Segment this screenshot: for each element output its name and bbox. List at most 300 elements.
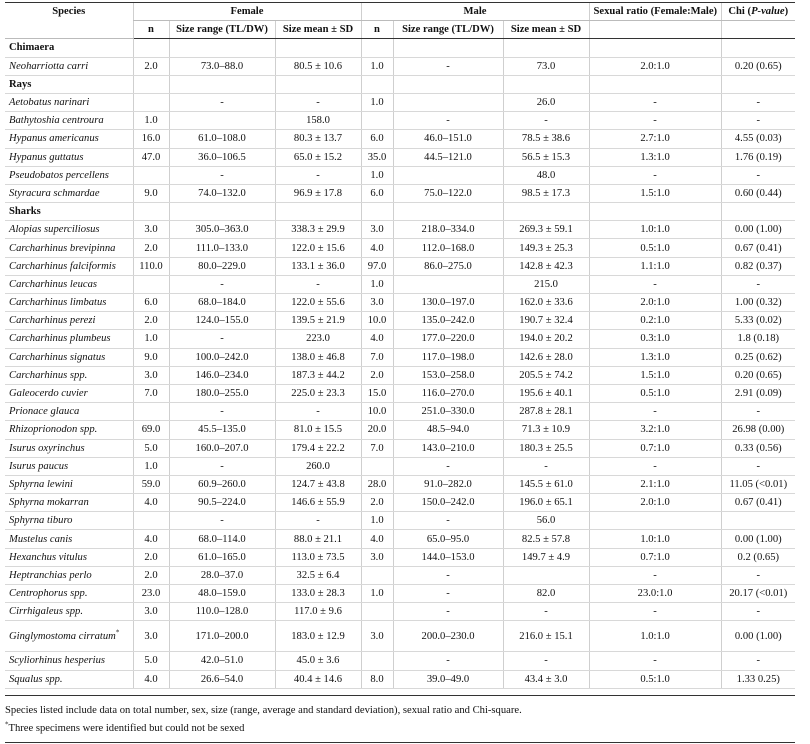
male-n-cell: 1.0 bbox=[361, 93, 393, 111]
male-n-cell: 6.0 bbox=[361, 184, 393, 202]
table-row bbox=[5, 494, 795, 512]
female-n-cell bbox=[133, 512, 169, 530]
species-name: Hypanus americanus bbox=[9, 133, 99, 145]
sex-ratio-subheader bbox=[589, 21, 721, 39]
species-cell bbox=[5, 475, 133, 493]
female-size-range-cell: 111.0–133.0 bbox=[169, 239, 275, 257]
sex-ratio-cell: - bbox=[589, 403, 721, 421]
species-name: Mustelus canis bbox=[9, 533, 73, 545]
male-size-range-cell: 153.0–258.0 bbox=[393, 366, 503, 384]
female-size-mean-cell: - bbox=[275, 275, 361, 293]
species-name: Carcharhinus signatus bbox=[9, 351, 106, 363]
female-n-cell: 3.0 bbox=[133, 366, 169, 384]
species-cell bbox=[5, 239, 133, 257]
female-size-range-cell: 180.0–255.0 bbox=[169, 384, 275, 402]
table-row bbox=[5, 603, 795, 621]
female-n-cell: 2.0 bbox=[133, 566, 169, 584]
chi-value-cell: - bbox=[721, 652, 795, 670]
sex-ratio-cell: 1.0:1.0 bbox=[589, 221, 721, 239]
species-name: Galeocerdo cuvier bbox=[9, 388, 88, 400]
female-size-mean-cell: 138.0 ± 46.8 bbox=[275, 348, 361, 366]
male-size-range-cell: - bbox=[393, 566, 503, 584]
table-row bbox=[5, 439, 795, 457]
sex-ratio-cell: 2.7:1.0 bbox=[589, 130, 721, 148]
female-n-cell: 1.0 bbox=[133, 330, 169, 348]
male-n-cell: 7.0 bbox=[361, 348, 393, 366]
sex-ratio-cell: - bbox=[589, 652, 721, 670]
species-name: Carcharhinus plumbeus bbox=[9, 333, 111, 345]
species-cell bbox=[5, 494, 133, 512]
sex-ratio-cell: 1.0:1.0 bbox=[589, 530, 721, 548]
sex-ratio-cell: 3.2:1.0 bbox=[589, 421, 721, 439]
female-n-cell: 9.0 bbox=[133, 348, 169, 366]
female-n-cell bbox=[133, 275, 169, 293]
male-size-range-cell: - bbox=[393, 512, 503, 530]
chi-value-cell: 0.20 (0.65) bbox=[721, 366, 795, 384]
male-size-mean-cell: 149.3 ± 25.3 bbox=[503, 239, 589, 257]
sex-ratio-cell: 1.5:1.0 bbox=[589, 184, 721, 202]
sex-ratio-cell: 1.0:1.0 bbox=[589, 621, 721, 652]
male-size-mean-cell: 78.5 ± 38.6 bbox=[503, 130, 589, 148]
female-size-range-cell: 61.0–165.0 bbox=[169, 548, 275, 566]
species-name: Alopias superciliosus bbox=[9, 224, 100, 236]
male-n-cell: 15.0 bbox=[361, 384, 393, 402]
species-name: Scyliorhinus hesperius bbox=[9, 655, 106, 667]
male-size-mean-cell: 190.7 ± 32.4 bbox=[503, 312, 589, 330]
chi-value-cell bbox=[721, 512, 795, 530]
female-size-range-cell: 60.9–260.0 bbox=[169, 475, 275, 493]
male-n-cell bbox=[361, 566, 393, 584]
species-cell bbox=[5, 221, 133, 239]
female-size-range-cell: - bbox=[169, 403, 275, 421]
table-row bbox=[5, 312, 795, 330]
male-size-range-cell bbox=[393, 166, 503, 184]
male-size-range-cell: 46.0–151.0 bbox=[393, 130, 503, 148]
male-n-cell: 35.0 bbox=[361, 148, 393, 166]
species-name: Cirrhigaleus spp. bbox=[9, 606, 83, 618]
species-name: Carcharhinus limbatus bbox=[9, 297, 107, 309]
footnote-marker: * bbox=[5, 720, 9, 729]
table-row bbox=[5, 384, 795, 402]
chi-value-cell: 0.00 (1.00) bbox=[721, 621, 795, 652]
group-spacer-cell bbox=[721, 203, 795, 221]
male-size-mean-cell: 180.3 ± 25.5 bbox=[503, 439, 589, 457]
female-size-mean-cell: 133.1 ± 36.0 bbox=[275, 257, 361, 275]
group-row bbox=[5, 75, 795, 93]
chi-value-cell: 0.2 (0.65) bbox=[721, 548, 795, 566]
table-row bbox=[5, 148, 795, 166]
table-row bbox=[5, 652, 795, 670]
male-size-mean-cell: 287.8 ± 28.1 bbox=[503, 403, 589, 421]
group-spacer-cell bbox=[275, 75, 361, 93]
female-size-range-cell: 90.5–224.0 bbox=[169, 494, 275, 512]
male-size-mean-cell: - bbox=[503, 112, 589, 130]
table-row bbox=[5, 585, 795, 603]
species-cell bbox=[5, 112, 133, 130]
male-n-cell: 4.0 bbox=[361, 239, 393, 257]
chi-value-cell: - bbox=[721, 112, 795, 130]
group-spacer-cell bbox=[393, 203, 503, 221]
female-n-cell: 7.0 bbox=[133, 384, 169, 402]
species-cell bbox=[5, 57, 133, 75]
male-size-range-cell: 135.0–242.0 bbox=[393, 312, 503, 330]
species-cell bbox=[5, 457, 133, 475]
chi-value-cell: - bbox=[721, 275, 795, 293]
sex-ratio-cell: 2.1:1.0 bbox=[589, 475, 721, 493]
male-size-range-cell: 177.0–220.0 bbox=[393, 330, 503, 348]
female-size-mean-cell: 183.0 ± 12.9 bbox=[275, 621, 361, 652]
species-cell bbox=[5, 512, 133, 530]
female-size-range-cell: 80.0–229.0 bbox=[169, 257, 275, 275]
species-name: Aetobatus narinari bbox=[9, 97, 90, 109]
header-row-primary bbox=[5, 3, 795, 21]
female-n-cell: 2.0 bbox=[133, 239, 169, 257]
female-size-range-cell: 73.0–88.0 bbox=[169, 57, 275, 75]
male-n-cell: 6.0 bbox=[361, 130, 393, 148]
species-name: Isurus oxyrinchus bbox=[9, 442, 85, 454]
male-size-range-cell: 116.0–270.0 bbox=[393, 384, 503, 402]
female-size-range-cell bbox=[169, 112, 275, 130]
sex-ratio-cell: 2.0:1.0 bbox=[589, 494, 721, 512]
female-size-mean-cell: 32.5 ± 6.4 bbox=[275, 566, 361, 584]
sex-ratio-cell: - bbox=[589, 93, 721, 111]
female-size-range-cell: 45.5–135.0 bbox=[169, 421, 275, 439]
chi-value-cell: 0.00 (1.00) bbox=[721, 221, 795, 239]
female-size-range-cell: 68.0–114.0 bbox=[169, 530, 275, 548]
chi-value-cell: 20.17 (<0.01) bbox=[721, 585, 795, 603]
bottom-rule bbox=[5, 742, 795, 743]
female-n-cell: 6.0 bbox=[133, 294, 169, 312]
sex-ratio-cell: - bbox=[589, 275, 721, 293]
chi-value-cell: 4.55 (0.03) bbox=[721, 130, 795, 148]
male-n-cell: 1.0 bbox=[361, 585, 393, 603]
female-size-range-cell: 305.0–363.0 bbox=[169, 221, 275, 239]
footnote-description: Species listed include data on total number, sex, size (range, average and standard deviation), sexual ratio and Chi-square. bbox=[5, 704, 522, 716]
species-cell bbox=[5, 585, 133, 603]
sex-ratio-cell: 0.3:1.0 bbox=[589, 330, 721, 348]
sex-ratio-cell: 1.5:1.0 bbox=[589, 366, 721, 384]
female-n-cell: 59.0 bbox=[133, 475, 169, 493]
group-spacer-cell bbox=[361, 39, 393, 57]
table-row bbox=[5, 330, 795, 348]
female-size-range-cell: 74.0–132.0 bbox=[169, 184, 275, 202]
male-size-range-cell: 117.0–198.0 bbox=[393, 348, 503, 366]
chi-value-cell: 0.82 (0.37) bbox=[721, 257, 795, 275]
male-size-mean-cell: 82.0 bbox=[503, 585, 589, 603]
species-cell bbox=[5, 530, 133, 548]
female-size-mean-cell: 88.0 ± 21.1 bbox=[275, 530, 361, 548]
species-cell bbox=[5, 548, 133, 566]
table-row bbox=[5, 457, 795, 475]
female-n-cell: 110.0 bbox=[133, 257, 169, 275]
female-size-mean-header: Size mean ± SD bbox=[275, 21, 361, 39]
chi-value-cell: - bbox=[721, 603, 795, 621]
female-n-cell: 47.0 bbox=[133, 148, 169, 166]
chi-value-cell: 11.05 (<0.01) bbox=[721, 475, 795, 493]
male-size-mean-cell bbox=[503, 566, 589, 584]
sex-ratio-cell: 1.3:1.0 bbox=[589, 348, 721, 366]
female-n-cell: 23.0 bbox=[133, 585, 169, 603]
sex-ratio-cell: - bbox=[589, 457, 721, 475]
sex-ratio-cell: 1.1:1.0 bbox=[589, 257, 721, 275]
group-spacer-cell bbox=[361, 75, 393, 93]
sex-ratio-cell: - bbox=[589, 112, 721, 130]
group-spacer-cell bbox=[361, 203, 393, 221]
species-name: Sphyrna lewini bbox=[9, 478, 73, 490]
species-cell bbox=[5, 403, 133, 421]
species-cell bbox=[5, 257, 133, 275]
species-name: Rhizoprionodon spp. bbox=[9, 424, 98, 436]
female-size-range-cell: - bbox=[169, 457, 275, 475]
table-row bbox=[5, 670, 795, 688]
species-cell bbox=[5, 566, 133, 584]
species-cell bbox=[5, 421, 133, 439]
group-spacer-cell bbox=[589, 39, 721, 57]
male-n-cell: 1.0 bbox=[361, 275, 393, 293]
data-table-container bbox=[5, 0, 795, 743]
male-size-range-cell: - bbox=[393, 652, 503, 670]
table-row bbox=[5, 239, 795, 257]
group-spacer-cell bbox=[133, 75, 169, 93]
female-size-range-cell: 146.0–234.0 bbox=[169, 366, 275, 384]
male-size-mean-cell: 269.3 ± 59.1 bbox=[503, 221, 589, 239]
species-cell bbox=[5, 93, 133, 111]
table-row bbox=[5, 403, 795, 421]
sex-ratio-cell: 23.0:1.0 bbox=[589, 585, 721, 603]
species-name: Hexanchus vitulus bbox=[9, 551, 87, 563]
chi-value-cell: 0.33 (0.56) bbox=[721, 439, 795, 457]
species-name: Carcharhinus spp. bbox=[9, 369, 88, 381]
group-spacer-cell bbox=[503, 39, 589, 57]
female-size-range-cell: 48.0–159.0 bbox=[169, 585, 275, 603]
group-row bbox=[5, 39, 795, 57]
species-name: Centrophorus spp. bbox=[9, 588, 88, 600]
male-size-range-cell bbox=[393, 93, 503, 111]
male-size-mean-cell: 194.0 ± 20.2 bbox=[503, 330, 589, 348]
female-size-mean-cell: 65.0 ± 15.2 bbox=[275, 148, 361, 166]
species-cell bbox=[5, 366, 133, 384]
species-cell bbox=[5, 184, 133, 202]
male-size-mean-cell: 142.8 ± 42.3 bbox=[503, 257, 589, 275]
male-size-range-cell: 48.5–94.0 bbox=[393, 421, 503, 439]
male-n-cell: 1.0 bbox=[361, 166, 393, 184]
species-name: Pseudobatos percellens bbox=[9, 169, 109, 181]
female-size-range-cell: - bbox=[169, 93, 275, 111]
table-row bbox=[5, 530, 795, 548]
female-size-range-cell: 61.0–108.0 bbox=[169, 130, 275, 148]
table-row bbox=[5, 112, 795, 130]
female-size-mean-cell: - bbox=[275, 512, 361, 530]
male-size-mean-cell: 145.5 ± 61.0 bbox=[503, 475, 589, 493]
group-spacer-cell bbox=[721, 75, 795, 93]
chi-value-cell: 2.91 (0.09) bbox=[721, 384, 795, 402]
group-spacer-cell bbox=[275, 203, 361, 221]
female-size-mean-cell: - bbox=[275, 93, 361, 111]
male-size-range-cell: 75.0–122.0 bbox=[393, 184, 503, 202]
male-size-range-cell bbox=[393, 275, 503, 293]
table-row bbox=[5, 166, 795, 184]
chi-value-cell: 0.25 (0.62) bbox=[721, 348, 795, 366]
male-size-mean-cell: 56.0 bbox=[503, 512, 589, 530]
female-size-mean-cell: - bbox=[275, 166, 361, 184]
chi-value-cell: - bbox=[721, 403, 795, 421]
group-spacer-cell bbox=[589, 75, 721, 93]
group-spacer-cell bbox=[503, 75, 589, 93]
table-row bbox=[5, 184, 795, 202]
sex-ratio-cell: 2.0:1.0 bbox=[589, 294, 721, 312]
male-size-mean-cell: 98.5 ± 17.3 bbox=[503, 184, 589, 202]
group-spacer-cell bbox=[169, 39, 275, 57]
female-size-range-cell: - bbox=[169, 330, 275, 348]
male-size-range-cell: 130.0–197.0 bbox=[393, 294, 503, 312]
sex-ratio-cell: - bbox=[589, 566, 721, 584]
male-size-mean-cell: 43.4 ± 3.0 bbox=[503, 670, 589, 688]
male-n-cell bbox=[361, 112, 393, 130]
female-size-mean-cell: 117.0 ± 9.6 bbox=[275, 603, 361, 621]
male-size-range-cell: - bbox=[393, 57, 503, 75]
female-n-cell: 2.0 bbox=[133, 548, 169, 566]
male-n-cell: 3.0 bbox=[361, 621, 393, 652]
sex-ratio-cell: 0.7:1.0 bbox=[589, 548, 721, 566]
male-size-mean-cell: 48.0 bbox=[503, 166, 589, 184]
male-size-range-cell: 144.0–153.0 bbox=[393, 548, 503, 566]
female-size-range-cell: 171.0–200.0 bbox=[169, 621, 275, 652]
male-size-range-cell: 200.0–230.0 bbox=[393, 621, 503, 652]
male-n-cell: 3.0 bbox=[361, 221, 393, 239]
chi-value-cell: 1.00 (0.32) bbox=[721, 294, 795, 312]
species-name: Heptranchias perlo bbox=[9, 569, 92, 581]
species-name: Squalus spp. bbox=[9, 673, 63, 685]
female-n-cell bbox=[133, 93, 169, 111]
female-size-mean-cell: 124.7 ± 43.8 bbox=[275, 475, 361, 493]
chi-value-cell: 1.8 (0.18) bbox=[721, 330, 795, 348]
species-cell bbox=[5, 294, 133, 312]
female-n-cell: 3.0 bbox=[133, 221, 169, 239]
female-size-range-cell: 28.0–37.0 bbox=[169, 566, 275, 584]
species-size-table bbox=[5, 2, 795, 689]
male-n-cell: 4.0 bbox=[361, 530, 393, 548]
male-size-mean-cell: 82.5 ± 57.8 bbox=[503, 530, 589, 548]
female-n-header: n bbox=[133, 21, 169, 39]
male-size-mean-cell: - bbox=[503, 457, 589, 475]
sex-ratio-cell: 0.2:1.0 bbox=[589, 312, 721, 330]
species-name: Sphyrna mokarran bbox=[9, 497, 89, 509]
species-name: Isurus paucus bbox=[9, 460, 69, 472]
male-size-mean-cell: 215.0 bbox=[503, 275, 589, 293]
group-spacer-cell bbox=[133, 39, 169, 57]
table-row bbox=[5, 57, 795, 75]
female-n-cell bbox=[133, 403, 169, 421]
species-header: Species bbox=[5, 3, 133, 39]
chi-value-cell: 1.76 (0.19) bbox=[721, 148, 795, 166]
male-n-cell: 1.0 bbox=[361, 512, 393, 530]
male-size-range-header: Size range (TL/DW) bbox=[393, 21, 503, 39]
male-size-mean-cell: 205.5 ± 74.2 bbox=[503, 366, 589, 384]
species-cell bbox=[5, 166, 133, 184]
species-cell bbox=[5, 621, 133, 652]
female-size-range-cell: 100.0–242.0 bbox=[169, 348, 275, 366]
female-n-cell: 2.0 bbox=[133, 57, 169, 75]
female-size-range-cell: 26.6–54.0 bbox=[169, 670, 275, 688]
male-n-cell: 4.0 bbox=[361, 330, 393, 348]
table-row bbox=[5, 621, 795, 652]
sex-ratio-cell: 1.3:1.0 bbox=[589, 148, 721, 166]
table-row bbox=[5, 130, 795, 148]
female-size-range-header: Size range (TL/DW) bbox=[169, 21, 275, 39]
species-name: Carcharhinus leucas bbox=[9, 278, 97, 290]
male-size-range-cell: 150.0–242.0 bbox=[393, 494, 503, 512]
chi-header: Chi (P-value) bbox=[721, 3, 795, 21]
p-value-label: P-value bbox=[751, 6, 785, 18]
female-size-mean-cell: 45.0 ± 3.6 bbox=[275, 652, 361, 670]
table-row bbox=[5, 475, 795, 493]
table-row bbox=[5, 566, 795, 584]
chi-value-cell: 1.33 0.25) bbox=[721, 670, 795, 688]
female-n-cell: 5.0 bbox=[133, 439, 169, 457]
sex-ratio-cell: - bbox=[589, 166, 721, 184]
table-row bbox=[5, 221, 795, 239]
female-size-mean-cell: 40.4 ± 14.6 bbox=[275, 670, 361, 688]
female-n-cell: 4.0 bbox=[133, 530, 169, 548]
sex-ratio-cell: 0.5:1.0 bbox=[589, 670, 721, 688]
male-n-cell: 8.0 bbox=[361, 670, 393, 688]
male-size-range-cell: - bbox=[393, 585, 503, 603]
male-size-range-cell: 91.0–282.0 bbox=[393, 475, 503, 493]
sex-ratio-cell: 0.5:1.0 bbox=[589, 384, 721, 402]
table-row bbox=[5, 348, 795, 366]
female-n-cell bbox=[133, 166, 169, 184]
female-size-mean-cell: 260.0 bbox=[275, 457, 361, 475]
male-size-range-cell: - bbox=[393, 603, 503, 621]
male-n-header: n bbox=[361, 21, 393, 39]
male-n-cell bbox=[361, 457, 393, 475]
table-row bbox=[5, 421, 795, 439]
table-row bbox=[5, 366, 795, 384]
male-n-cell: 2.0 bbox=[361, 494, 393, 512]
female-size-mean-cell: 80.3 ± 13.7 bbox=[275, 130, 361, 148]
species-name: Prionace glauca bbox=[9, 406, 80, 418]
female-size-range-cell: 110.0–128.0 bbox=[169, 603, 275, 621]
female-n-cell: 4.0 bbox=[133, 670, 169, 688]
species-cell bbox=[5, 652, 133, 670]
footnote-unsexed bbox=[5, 720, 795, 738]
species-name: Carcharhinus brevipinna bbox=[9, 242, 116, 254]
sex-ratio-cell bbox=[589, 512, 721, 530]
female-size-mean-cell: 223.0 bbox=[275, 330, 361, 348]
footnote-unsexed-text: Three specimens were identified but could not be sexed bbox=[8, 722, 245, 734]
male-n-cell: 20.0 bbox=[361, 421, 393, 439]
sex-ratio-cell: - bbox=[589, 603, 721, 621]
male-n-cell: 28.0 bbox=[361, 475, 393, 493]
female-size-range-cell: 68.0–184.0 bbox=[169, 294, 275, 312]
sex-ratio-cell: 2.0:1.0 bbox=[589, 57, 721, 75]
female-size-range-cell: 160.0–207.0 bbox=[169, 439, 275, 457]
male-size-mean-cell: 71.3 ± 10.9 bbox=[503, 421, 589, 439]
species-name: Styracura schmardae bbox=[9, 187, 100, 199]
female-n-cell: 3.0 bbox=[133, 621, 169, 652]
female-n-cell: 4.0 bbox=[133, 494, 169, 512]
chi-value-cell: - bbox=[721, 166, 795, 184]
female-size-mean-cell: 158.0 bbox=[275, 112, 361, 130]
species-cell bbox=[5, 330, 133, 348]
male-n-cell: 10.0 bbox=[361, 403, 393, 421]
group-label: Sharks bbox=[5, 203, 133, 221]
male-size-range-cell: 65.0–95.0 bbox=[393, 530, 503, 548]
species-name: Hypanus guttatus bbox=[9, 151, 84, 163]
female-size-mean-cell: 122.0 ± 55.6 bbox=[275, 294, 361, 312]
species-cell bbox=[5, 670, 133, 688]
table-body bbox=[5, 39, 795, 688]
